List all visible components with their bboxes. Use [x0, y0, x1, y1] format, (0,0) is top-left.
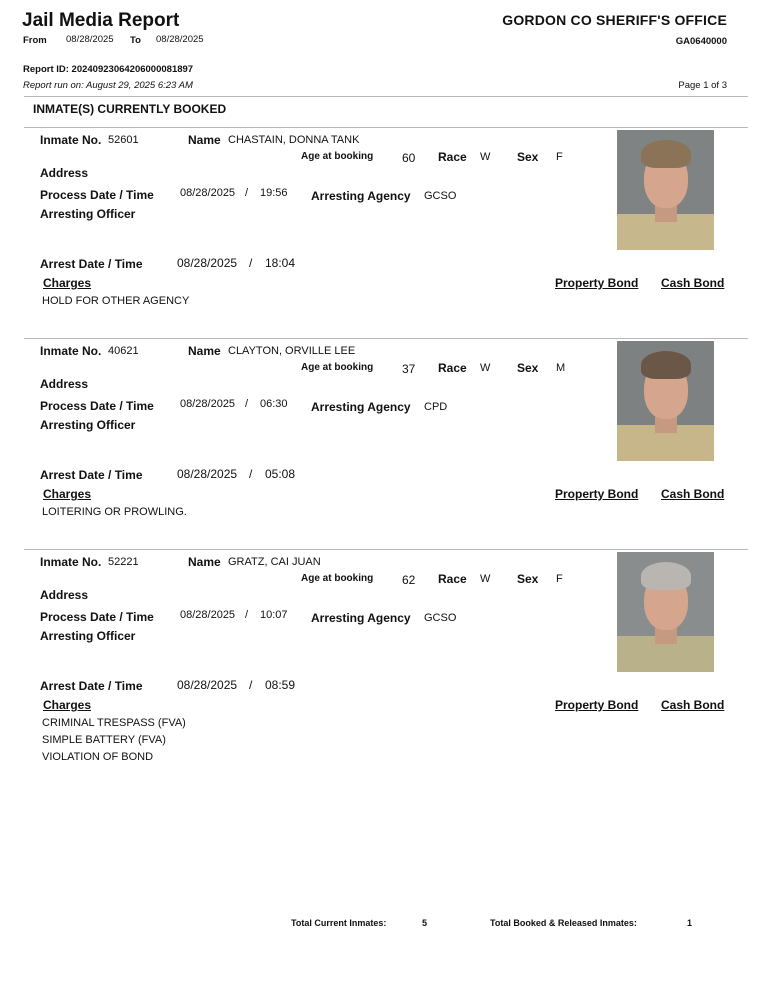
agency-name: GORDON CO SHERIFF'S OFFICE — [502, 12, 727, 28]
process-slash: / — [245, 609, 249, 621]
process-date: 08/28/2025 — [180, 609, 236, 621]
charges-label: Charges — [43, 487, 92, 501]
charge-item: CRIMINAL TRESPASS (FVA) — [42, 717, 186, 729]
sex-value: M — [556, 362, 566, 374]
process-time: 06:30 — [260, 398, 288, 410]
arrest-date: 08/28/2025 — [177, 678, 238, 692]
arresting-agency: CPD — [424, 401, 448, 413]
report-id: Report ID: 20240923064206000081897 — [23, 64, 194, 75]
property-bond-label: Property Bond — [555, 487, 639, 501]
age-label: Age at booking — [301, 573, 374, 584]
agency-label: Arresting Agency — [311, 611, 411, 625]
arrest-date: 08/28/2025 — [177, 467, 238, 481]
total-current-label: Total Current Inmates: — [291, 918, 387, 928]
record-divider — [24, 338, 748, 339]
cash-bond-label: Cash Bond — [661, 698, 725, 712]
process-date: 08/28/2025 — [180, 398, 236, 410]
process-label: Process Date / Time — [40, 399, 154, 413]
race-value: W — [480, 362, 491, 374]
sex-label: Sex — [517, 361, 539, 375]
process-time: 10:07 — [260, 609, 288, 621]
race-label: Race — [438, 572, 467, 586]
inmate-number: 40621 — [108, 345, 139, 357]
address-label: Address — [40, 588, 89, 602]
name-label: Name — [188, 133, 221, 147]
charge-item: LOITERING OR PROWLING. — [42, 506, 187, 518]
arrest-label: Arrest Date / Time — [40, 468, 143, 482]
charge-item: SIMPLE BATTERY (FVA) — [42, 734, 166, 746]
process-slash: / — [245, 398, 249, 410]
process-date: 08/28/2025 — [180, 187, 236, 199]
officer-label: Arresting Officer — [40, 418, 136, 432]
inmate-no-label: Inmate No. — [40, 344, 102, 358]
mugshot-photo — [617, 552, 714, 672]
from-date: 08/28/2025 — [66, 34, 114, 45]
address-label: Address — [40, 377, 89, 391]
ori-code: GA0640000 — [675, 36, 727, 47]
charges-label: Charges — [43, 698, 92, 712]
inmate-number: 52601 — [108, 134, 139, 146]
report-title: Jail Media Report — [22, 10, 180, 31]
sex-label: Sex — [517, 150, 539, 164]
age-label: Age at booking — [301, 362, 374, 373]
age-label: Age at booking — [301, 151, 374, 162]
arresting-agency: GCSO — [424, 190, 457, 202]
race-value: W — [480, 151, 491, 163]
inmate-name: GRATZ, CAI JUAN — [228, 556, 321, 568]
cash-bond-label: Cash Bond — [661, 276, 725, 290]
name-label: Name — [188, 555, 221, 569]
arrest-slash: / — [249, 678, 253, 692]
inmate-no-label: Inmate No. — [40, 555, 102, 569]
officer-label: Arresting Officer — [40, 207, 136, 221]
race-label: Race — [438, 150, 467, 164]
inmate-record — [0, 211, 773, 518]
from-label: From — [23, 35, 47, 46]
inmate-number: 52221 — [108, 556, 139, 568]
age-value: 37 — [402, 362, 416, 376]
arrest-time: 05:08 — [265, 467, 296, 481]
arrest-time: 08:59 — [265, 678, 296, 692]
process-label: Process Date / Time — [40, 188, 154, 202]
process-time: 19:56 — [260, 187, 288, 199]
total-released-value: 1 — [687, 918, 693, 928]
charge-item: VIOLATION OF BOND — [42, 751, 154, 763]
process-label: Process Date / Time — [40, 610, 154, 624]
property-bond-label: Property Bond — [555, 276, 639, 290]
cash-bond-label: Cash Bond — [661, 487, 725, 501]
arrest-time: 18:04 — [265, 256, 296, 270]
arrest-label: Arrest Date / Time — [40, 679, 143, 693]
charges-label: Charges — [43, 276, 92, 290]
race-label: Race — [438, 361, 467, 375]
address-label: Address — [40, 166, 89, 180]
inmate-no-label: Inmate No. — [40, 133, 102, 147]
total-current-value: 5 — [422, 918, 428, 928]
charge-item: HOLD FOR OTHER AGENCY — [42, 295, 190, 307]
to-label: To — [130, 35, 141, 46]
charges-list — [42, 715, 186, 766]
total-released-label: Total Booked & Released Inmates: — [490, 918, 637, 928]
report-run-date: Report run on: August 29, 2025 6:23 AM — [23, 80, 193, 91]
record-divider — [24, 549, 748, 550]
inmate-record — [0, 0, 773, 307]
sex-value: F — [556, 151, 563, 163]
page-number: Page 1 of 3 — [678, 80, 727, 91]
arrest-slash: / — [249, 467, 253, 481]
property-bond-label: Property Bond — [555, 698, 639, 712]
process-slash: / — [245, 187, 249, 199]
agency-label: Arresting Agency — [311, 189, 411, 203]
sex-value: F — [556, 573, 563, 585]
race-value: W — [480, 573, 491, 585]
sex-label: Sex — [517, 572, 539, 586]
inmate-name: CHASTAIN, DONNA TANK — [228, 134, 360, 146]
agency-label: Arresting Agency — [311, 400, 411, 414]
to-date: 08/28/2025 — [156, 34, 204, 45]
age-value: 60 — [402, 151, 416, 165]
officer-label: Arresting Officer — [40, 629, 136, 643]
arrest-slash: / — [249, 256, 253, 270]
inmate-name: CLAYTON, ORVILLE LEE — [228, 345, 356, 357]
arresting-agency: GCSO — [424, 612, 457, 624]
arrest-date: 08/28/2025 — [177, 256, 238, 270]
section-title: INMATE(S) CURRENTLY BOOKED — [33, 102, 227, 116]
age-value: 62 — [402, 573, 416, 587]
name-label: Name — [188, 344, 221, 358]
arrest-label: Arrest Date / Time — [40, 257, 143, 271]
inmate-record — [0, 422, 773, 763]
